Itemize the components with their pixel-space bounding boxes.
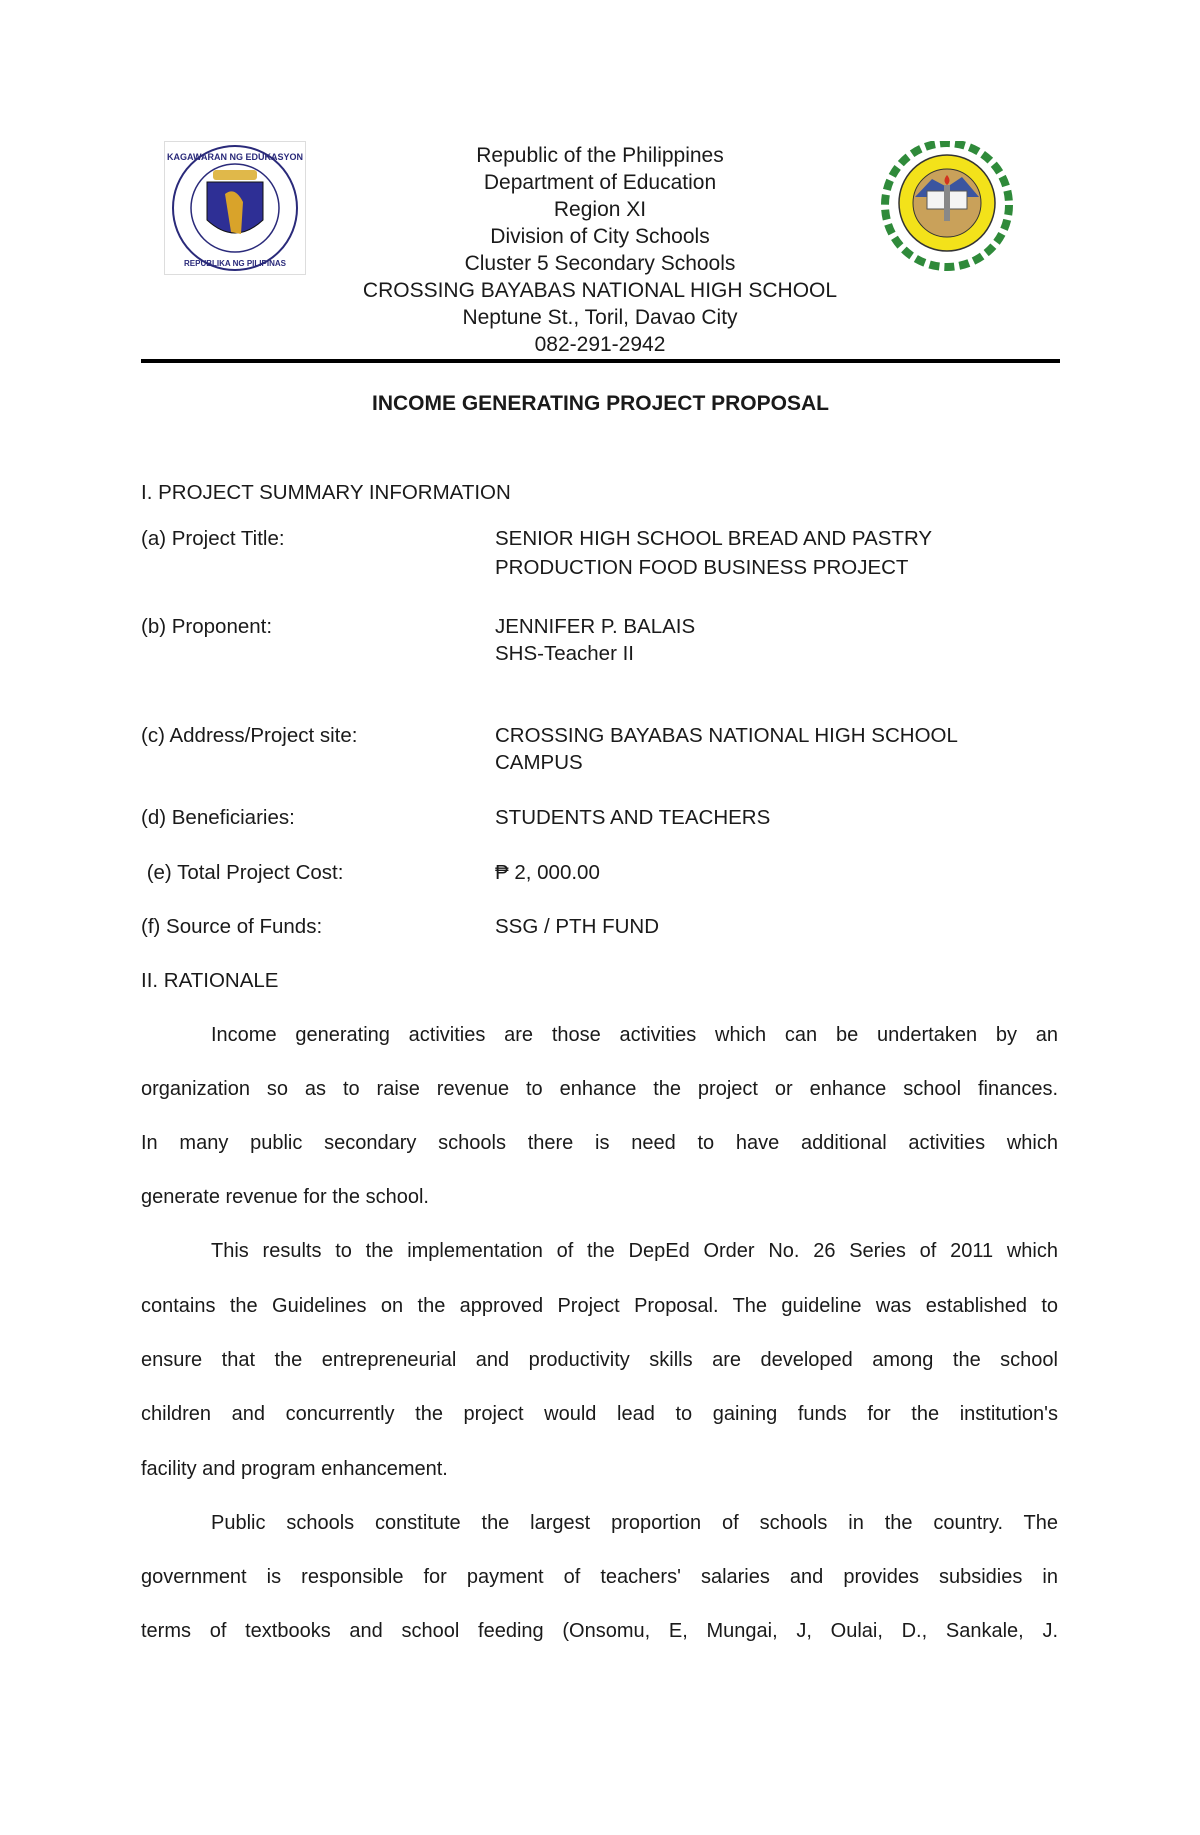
value-project-title-line1: SENIOR HIGH SCHOOL BREAD AND PASTRY — [495, 527, 933, 550]
deped-seal-logo — [164, 141, 306, 275]
label-total-cost: (e) Total Project Cost: — [141, 861, 344, 884]
rationale-line: In many public secondary schools there is need to have additional activities which — [141, 1132, 1058, 1154]
rationale-line: contains the Guidelines on the approved Project Proposal. The guideline was established to — [141, 1295, 1058, 1317]
letterhead-department: Department of Education — [483, 171, 717, 194]
rationale-line: generate revenue for the school. — [141, 1186, 429, 1208]
rationale-line: government is responsible for payment of teachers' salaries and provides subsidies in — [141, 1566, 1058, 1588]
rationale-line: This results to the implementation of the DepEd Order No. 26 Series of 2011 which — [211, 1240, 1058, 1262]
rationale-line: organization so as to raise revenue to enhance the project or enhance school finances. — [141, 1078, 1058, 1100]
section-heading-rationale: II. RATIONALE — [141, 969, 279, 992]
letterhead-phone: 082-291-2942 — [534, 333, 666, 356]
letterhead-school-name: CROSSING BAYABAS NATIONAL HIGH SCHOOL — [362, 279, 838, 302]
svg-text:KAGAWARAN NG EDUKASYON: KAGAWARAN NG EDUKASYON — [166, 152, 304, 162]
value-address-line2: CAMPUS — [495, 751, 583, 774]
section-heading-summary: I. PROJECT SUMMARY INFORMATION — [141, 481, 511, 504]
value-total-cost: ₱ 2, 000.00 — [495, 861, 600, 884]
header-divider — [141, 359, 1060, 363]
value-beneficiaries: STUDENTS AND TEACHERS — [495, 806, 771, 829]
value-address-line1: CROSSING BAYABAS NATIONAL HIGH SCHOOL — [495, 724, 958, 747]
label-beneficiaries: (d) Beneficiaries: — [141, 806, 295, 829]
rationale-line: facility and program enhancement. — [141, 1458, 448, 1480]
value-proponent-position: SHS-Teacher II — [495, 642, 634, 665]
letterhead-cluster: Cluster 5 Secondary Schools — [464, 252, 736, 275]
rationale-line: terms of textbooks and school feeding (Onsomu, E, Mungai, J, Oulai, D., Sankale, J. — [141, 1620, 1058, 1642]
letterhead-republic: Republic of the Philippines — [476, 144, 724, 167]
rationale-line: Public schools constitute the largest proportion of schools in the country. The — [211, 1512, 1058, 1534]
rationale-line: Income generating activities are those activities which can be undertaken by an — [211, 1024, 1058, 1046]
rationale-line: children and concurrently the project would lead to gaining funds for the institution's — [141, 1403, 1058, 1425]
label-source-funds: (f) Source of Funds: — [141, 915, 323, 938]
value-proponent-name: JENNIFER P. BALAIS — [495, 615, 696, 638]
letterhead-region: Region XI — [553, 198, 647, 221]
rationale-line: ensure that the entrepreneurial and productivity skills are developed among the school — [141, 1349, 1058, 1371]
label-proponent: (b) Proponent: — [141, 615, 273, 638]
document-title: INCOME GENERATING PROJECT PROPOSAL — [372, 392, 829, 415]
letterhead-division: Division of City Schools — [490, 225, 710, 248]
label-address: (c) Address/Project site: — [141, 724, 358, 747]
label-project-title: (a) Project Title: — [141, 527, 285, 550]
value-source-funds: SSG / PTH FUND — [495, 915, 660, 938]
svg-text:REPUBLIKA NG PILIPINAS: REPUBLIKA NG PILIPINAS — [184, 259, 286, 268]
value-project-title-line2: PRODUCTION FOOD BUSINESS PROJECT — [495, 556, 909, 579]
letterhead-address: Neptune St., Toril, Davao City — [462, 306, 738, 329]
